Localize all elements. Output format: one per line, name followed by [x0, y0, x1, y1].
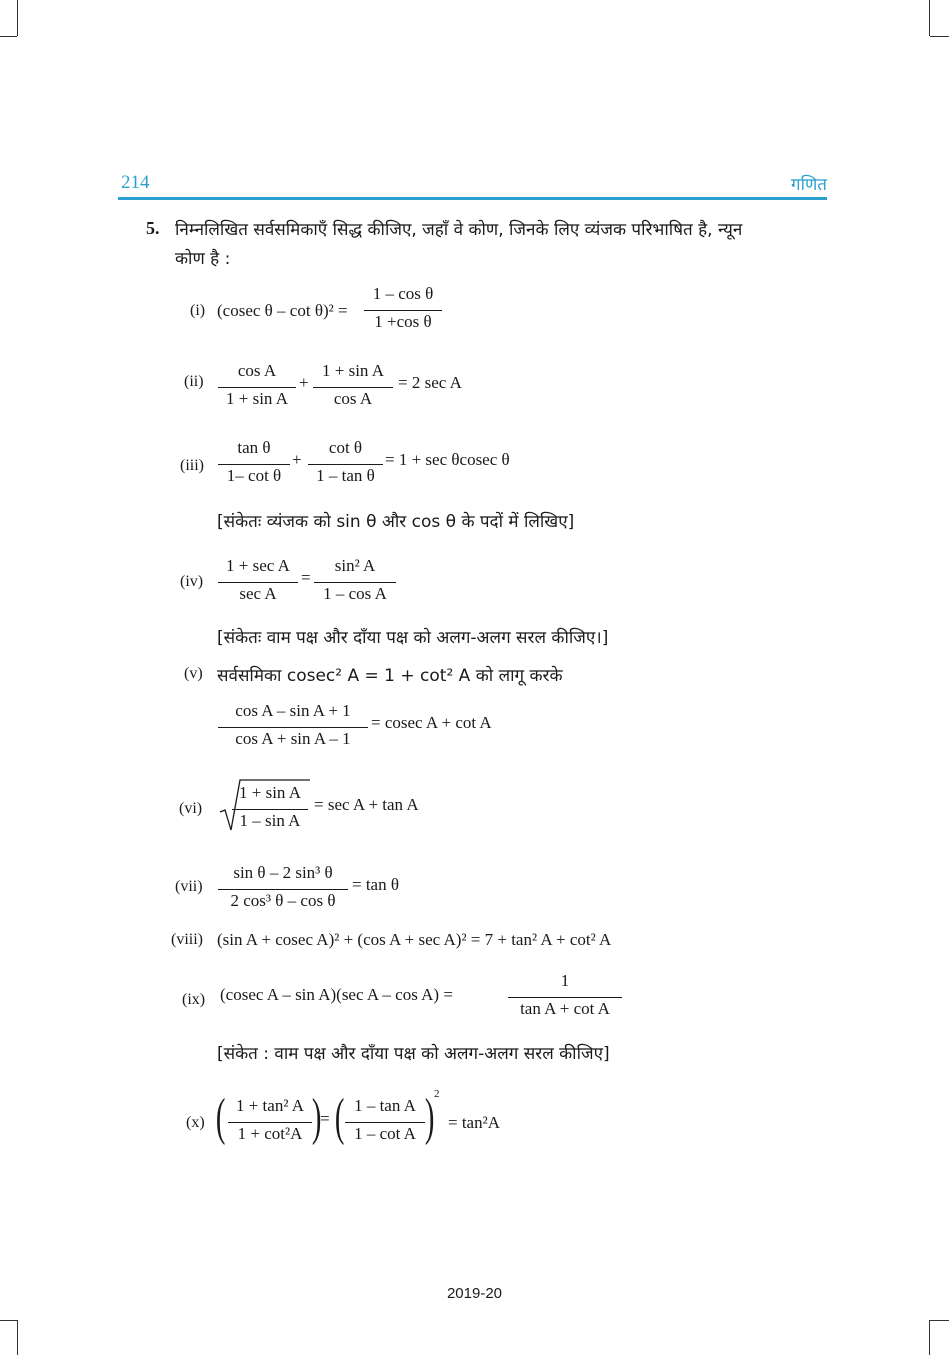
question-number: 5. [146, 218, 160, 238]
item-ii-fraction-2 [313, 361, 393, 415]
item-ii-fraction-1 [218, 361, 296, 415]
item-label-viii: (viii) [171, 931, 203, 948]
fraction-numerator: cot θ [328, 438, 363, 457]
item-label-ix: (ix) [182, 991, 206, 1008]
fraction-denominator: 1 – sin A [239, 811, 301, 830]
fraction-numerator: 1 + sin A [321, 361, 384, 380]
item-iv-fraction-2 [314, 556, 396, 610]
hint-1: [संकेतः व्यंजक को sin θ और cos θ के पदों में लिखिए] [217, 512, 575, 532]
item-iii-fraction-2 [308, 438, 383, 492]
crop-mark [930, 36, 949, 37]
hint-3: [संकेत : वाम पक्ष और दाँया पक्ष को अलग-अलग सरल कीजिए] [217, 1044, 610, 1064]
item-viii-text: (sin A + cosec A)² + (cos A + sec A)² = 7 + tan² A + cot² A [217, 930, 612, 949]
item-label-ii: (ii) [184, 373, 204, 390]
item-vii-fraction [218, 863, 348, 917]
crop-mark [17, 1320, 18, 1355]
item-v-fraction [218, 701, 368, 755]
item-label-i: (i) [190, 302, 206, 319]
crop-mark [930, 1320, 949, 1321]
equals-sign: = [320, 1109, 330, 1128]
item-i-fraction [364, 284, 442, 338]
item-x-fraction-2 [345, 1096, 425, 1150]
fraction-denominator: cos A + sin A – 1 [235, 729, 351, 748]
crop-mark [17, 0, 18, 36]
plus-sign: + [292, 450, 302, 469]
fraction-denominator: 2 cos³ θ – cos θ [230, 891, 336, 910]
question-intro-line2: कोण है : [175, 249, 231, 269]
crop-mark [929, 1320, 930, 1355]
item-x-rhs: = tan²A [448, 1113, 500, 1132]
fraction-bar [228, 1122, 312, 1123]
fraction-denominator: 1 + sin A [225, 389, 288, 408]
item-vi-rhs: = sec A + tan A [314, 795, 419, 814]
fraction-numerator: cos A – sin A + 1 [235, 701, 351, 720]
item-ix-lhs: (cosec A – sin A)(sec A – cos A) = [220, 985, 453, 1004]
fraction-bar [232, 809, 308, 810]
item-label-vi: (vi) [179, 800, 203, 817]
fraction-numerator: sin θ – 2 sin³ θ [233, 863, 333, 882]
footer-year: 2019-20 [446, 1285, 503, 1302]
hint-2: [संकेतः वाम पक्ष और दाँया पक्ष को अलग-अलग सरल कीजिए।] [217, 628, 609, 648]
fraction-denominator: cos A [333, 389, 373, 408]
item-label-v: (v) [184, 665, 203, 682]
item-label-vii: (vii) [175, 878, 203, 895]
fraction-numerator: cos A [237, 361, 277, 380]
fraction-denominator: tan A + cot A [520, 999, 610, 1018]
fraction-numerator: 1 + sec A [226, 556, 290, 575]
item-v-text: सर्वसमिका cosec² A = 1 + cot² A को लागू करके [217, 666, 563, 686]
fraction-denominator: 1 – cos A [323, 584, 387, 603]
fraction-numerator: tan θ [237, 438, 271, 457]
fraction-bar [313, 387, 393, 388]
fraction-bar [308, 464, 383, 465]
fraction-denominator: sec A [239, 584, 277, 603]
question-intro-line1: निम्नलिखित सर्वसमिकाएँ सिद्ध कीजिए, जहाँ वे कोण, जिनके लिए व्यंजक परिभाषित है, न्यून [175, 220, 743, 240]
equals-sign: = [301, 568, 311, 587]
left-parenthesis: ( [215, 1089, 226, 1146]
item-label-iv: (iv) [180, 573, 204, 590]
item-iii-fraction-1 [218, 438, 290, 492]
fraction-bar [218, 464, 290, 465]
subject-title: गणित [791, 175, 827, 195]
item-ix-fraction [508, 971, 622, 1025]
item-vii-rhs: = tan θ [352, 875, 399, 894]
item-iii-rhs: = 1 + sec θcosec θ [385, 450, 510, 469]
fraction-bar [314, 582, 396, 583]
header-rule [118, 197, 827, 200]
fraction-bar [218, 387, 296, 388]
fraction-bar [218, 727, 368, 728]
item-vi-fraction [232, 783, 308, 837]
fraction-numerator: 1 – tan A [354, 1096, 416, 1115]
fraction-numerator: sin² A [334, 556, 376, 575]
crop-mark [0, 1320, 17, 1321]
plus-sign: + [299, 373, 309, 392]
fraction-denominator: 1 + cot²A [237, 1124, 303, 1143]
item-label-iii: (iii) [180, 457, 204, 474]
fraction-denominator: 1– cot θ [226, 466, 282, 485]
crop-mark [929, 0, 930, 36]
crop-mark [0, 36, 17, 37]
item-label-x: (x) [186, 1114, 205, 1131]
item-ii-rhs: = 2 sec A [398, 373, 462, 392]
item-v-rhs: = cosec A + cot A [371, 713, 492, 732]
item-x-fraction-1 [228, 1096, 312, 1150]
fraction-denominator: 1 – tan θ [316, 466, 375, 485]
right-parenthesis: ) [424, 1089, 435, 1146]
fraction-numerator: 1 + sin A [238, 783, 301, 802]
page-number: 214 [121, 172, 150, 193]
fraction-bar [218, 582, 298, 583]
fraction-bar [345, 1122, 425, 1123]
item-iv-fraction-1 [218, 556, 298, 610]
fraction-denominator: 1 – cot A [354, 1124, 416, 1143]
item-i-lhs: (cosec θ – cot θ)² = [217, 301, 348, 320]
left-parenthesis: ( [334, 1089, 345, 1146]
right-parenthesis: ) [311, 1089, 322, 1146]
fraction-numerator: 1 – cos θ [372, 284, 434, 303]
fraction-bar [364, 310, 442, 311]
fraction-numerator: 1 + tan² A [235, 1096, 305, 1115]
fraction-denominator: 1 +cos θ [374, 312, 432, 331]
exponent: 2 [434, 1088, 440, 1100]
fraction-bar [508, 997, 622, 998]
fraction-numerator: 1 [560, 971, 570, 990]
fraction-bar [218, 889, 348, 890]
